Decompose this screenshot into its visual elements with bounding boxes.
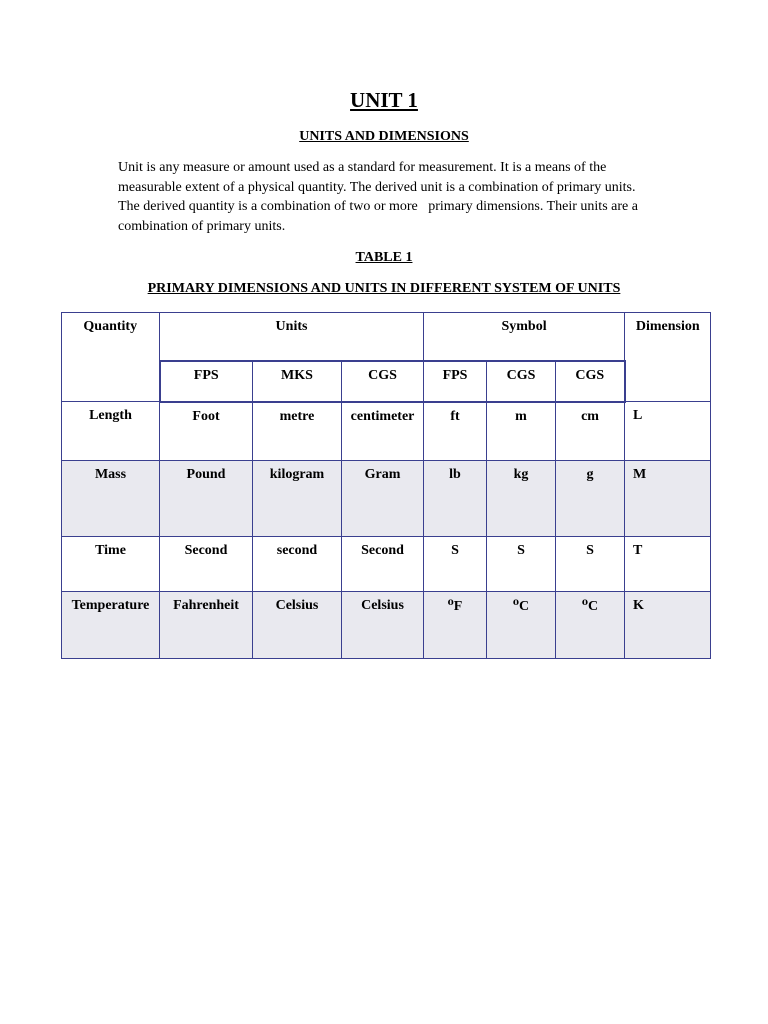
unit-system-fps: FPS	[160, 361, 253, 402]
dimension-cell: M	[625, 461, 711, 537]
section-subtitle: UNITS AND DIMENSIONS	[299, 129, 469, 144]
fps-symbol-cell: S	[424, 537, 487, 592]
symbol-system-cgs: CGS	[556, 361, 625, 402]
table-row	[62, 592, 711, 659]
dimension-header: Dimension	[625, 313, 711, 402]
fps-symbol-cell: lb	[424, 461, 487, 537]
cgs-symbol-cell: g	[556, 461, 625, 537]
table-row	[62, 537, 711, 592]
unit-system-mks: MKS	[253, 361, 342, 402]
cgs-symbol-cell: S	[556, 537, 625, 592]
mks-unit-cell: second	[253, 537, 342, 592]
fps-unit-cell: Foot	[160, 402, 253, 461]
cgs-unit-cell: centimeter	[342, 402, 424, 461]
quantity-cell: Mass	[62, 461, 160, 537]
intro-line: Unit is any measure or amount used as a standard for measurement. It is a means of the	[118, 160, 607, 175]
mks-unit-cell: Celsius	[253, 592, 342, 659]
cgs-symbol-cell: m	[487, 402, 556, 461]
unit-title: UNIT 1	[350, 88, 418, 112]
cgs-symbol-cell: cm	[556, 402, 625, 461]
fps-unit-cell: Pound	[160, 461, 253, 537]
dimension-cell: K	[625, 592, 711, 659]
cgs-unit-cell: Gram	[342, 461, 424, 537]
fps-symbol-cell: ⁰F	[424, 592, 487, 659]
intro-line: combination of primary units.	[118, 218, 286, 234]
unit-system-cgs: CGS	[342, 361, 424, 402]
cgs-symbol-cell: kg	[487, 461, 556, 537]
dimension-cell: T	[625, 537, 711, 592]
table-header-row	[62, 313, 711, 361]
intro-line: The derived quantity is a combination of two or more primary dimensions. Their units are a	[118, 199, 638, 214]
fps-unit-cell: Fahrenheit	[160, 592, 253, 659]
quantity-cell: Temperature	[62, 592, 160, 659]
intro-line: measurable extent of a physical quantity. The derived unit is a combination of primary units.	[118, 179, 636, 195]
table-row	[62, 461, 711, 537]
symbol-system-cgs: CGS	[487, 361, 556, 402]
units-dimensions-table	[61, 312, 711, 659]
symbol-header: Symbol	[424, 313, 625, 361]
quantity-cell: Time	[62, 537, 160, 592]
dimension-cell: L	[625, 402, 711, 461]
cgs-unit-cell: Second	[342, 537, 424, 592]
intro-paragraph	[118, 158, 658, 236]
cgs-symbol-cell: S	[487, 537, 556, 592]
units-header: Units	[160, 313, 424, 361]
cgs-symbol-cell: ⁰C	[556, 592, 625, 659]
cgs-symbol-cell: ⁰C	[487, 592, 556, 659]
fps-unit-cell: Second	[160, 537, 253, 592]
quantity-cell: Length	[62, 402, 160, 461]
table-caption: PRIMARY DIMENSIONS AND UNITS IN DIFFERENT SYSTEM OF UNITS	[147, 281, 621, 296]
quantity-header: Quantity	[62, 313, 160, 402]
cgs-unit-cell: Celsius	[342, 592, 424, 659]
mks-unit-cell: metre	[253, 402, 342, 461]
table-row	[62, 402, 711, 461]
symbol-system-fps: FPS	[424, 361, 487, 402]
table-subheader-row	[62, 361, 711, 402]
table-label: TABLE 1	[355, 250, 413, 265]
mks-unit-cell: kilogram	[253, 461, 342, 537]
fps-symbol-cell: ft	[424, 402, 487, 461]
